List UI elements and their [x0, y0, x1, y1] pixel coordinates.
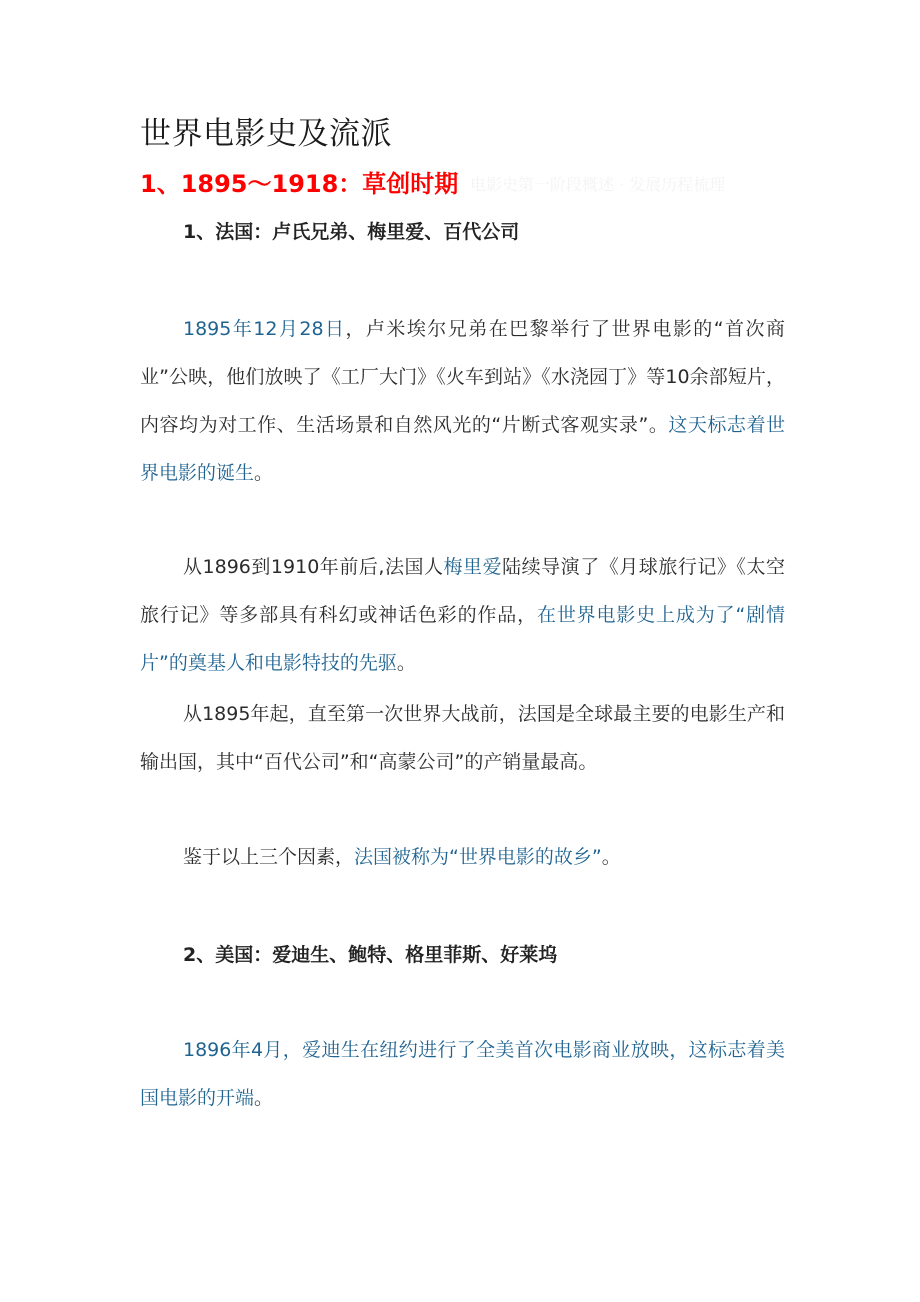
- paragraph-punctuation: 。: [396, 652, 416, 674]
- highlight-birth-of-cinema: 这天标志着世界电影的诞生: [140, 414, 785, 484]
- document-title: 世界电影史及流派: [140, 116, 392, 152]
- highlight-date-1895: 1895年12月28日: [183, 318, 346, 340]
- paragraph-punctuation: 。: [601, 846, 621, 868]
- section-heading-1895-1918: 1、1895～1918：草创时期: [140, 170, 459, 198]
- paragraph-punctuation: 。: [254, 1087, 274, 1109]
- faded-watermark-text: 电影史第一阶段概述 · 发展历程梳理: [470, 175, 726, 194]
- paragraph-edison: [140, 1026, 785, 1122]
- paragraph-text: 从1896到1910年前后,法国人: [183, 556, 444, 578]
- paragraph-punctuation: ，: [282, 1039, 303, 1061]
- highlight-us-cinema-start: 爱迪生在纽约进行了全美首次电影商业放映，这标志着美国电影的开端: [140, 1039, 785, 1109]
- highlight-date-1896: 1896年4月: [183, 1039, 283, 1061]
- subheading-usa: 2、美国：爱迪生、鲍特、格里菲斯、好莱坞: [183, 944, 558, 966]
- subheading-france: 1、法国：卢氏兄弟、梅里爱、百代公司: [183, 221, 520, 243]
- paragraph-hometown-of-cinema: [140, 833, 785, 881]
- paragraph-lumiere: [140, 305, 785, 497]
- paragraph-text: ，卢米埃尔兄弟在巴黎举行了世界电影的“首次商业”公映，他们放映了《工厂大门》《火车到站》《水浇园丁》等10余部短片，内容均为对工作、生活场景和自然风光的“片断式客观实录”。: [140, 318, 785, 436]
- paragraph-text: 陆续导演了《月球旅行记》《太空旅行记》等多部具有科幻或神话色彩的作品，: [140, 556, 785, 626]
- paragraph-punctuation: 。: [254, 462, 274, 484]
- paragraph-text: 鉴于以上三个因素，: [183, 846, 355, 868]
- highlight-name-melies: 梅里爱: [443, 556, 503, 578]
- highlight-feature-film-pioneer: 在世界电影史上成为了“剧情片”的奠基人和电影特技的先驱: [140, 604, 785, 674]
- paragraph-pathe-gaumont: 从1895年起，直至第一次世界大战前，法国是全球最主要的电影生产和输出国，其中“百代公司”和“高蒙公司”的产销量最高。: [140, 703, 785, 773]
- paragraph-melies: [140, 543, 785, 687]
- highlight-hometown-of-cinema: 法国被称为“世界电影的故乡”: [354, 846, 602, 868]
